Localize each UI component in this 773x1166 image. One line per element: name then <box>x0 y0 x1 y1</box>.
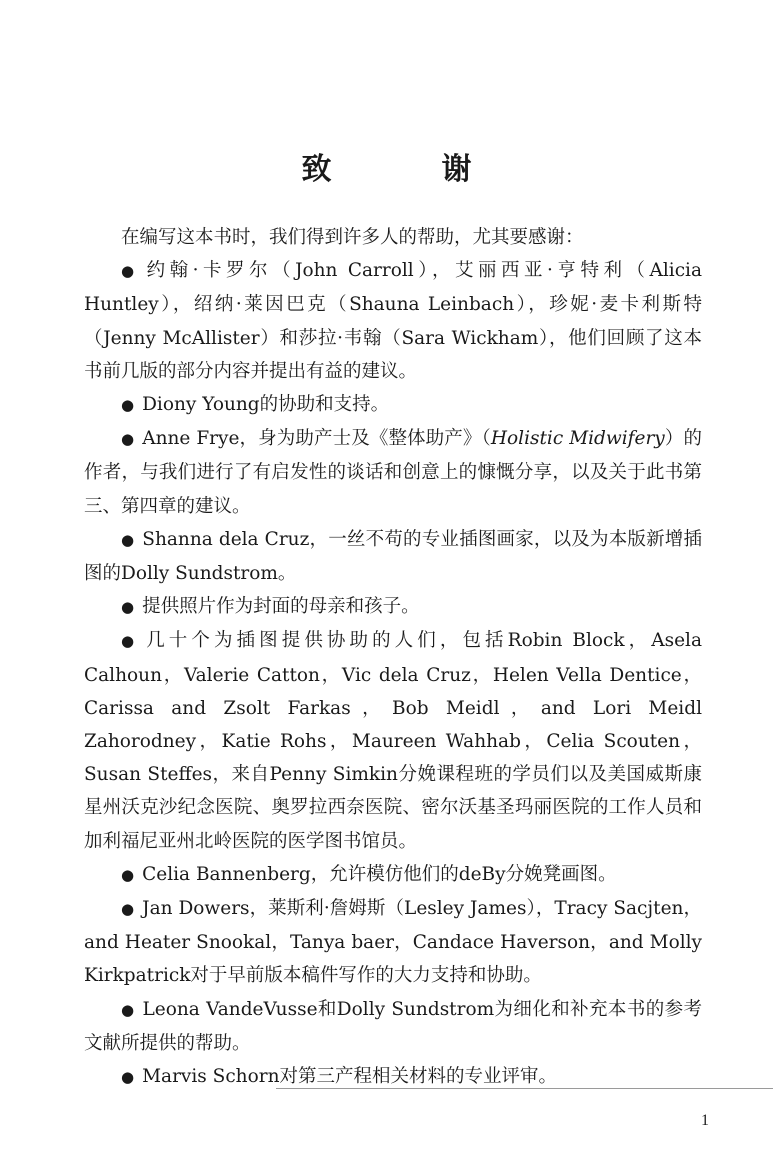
list-item <box>84 1060 702 1094</box>
bullet-icon: ● <box>121 598 135 617</box>
bullet-icon: ● <box>121 262 139 281</box>
bullet-icon: ● <box>121 530 135 549</box>
acknowledgements-body <box>84 221 702 1094</box>
bullet-icon: ● <box>121 900 135 919</box>
list-item <box>84 422 702 523</box>
book-title-italic: Holistic Midwifery <box>490 428 665 450</box>
bullet-icon: ● <box>121 430 135 449</box>
item-text: Anne Frye，身为助产士及《整体助产》（ <box>142 428 491 450</box>
list-item <box>84 254 702 388</box>
list-item <box>84 523 702 590</box>
list-item <box>84 858 702 892</box>
page-number: 1 <box>701 1112 709 1129</box>
list-item <box>84 993 702 1060</box>
item-text: 几十个为插图提供协助的人们，包括Robin Block，Asela Calhoun，Valerie Catton，Vic dela Cruz，Helen Vella Dentice，Carissa and Zsolt Farkas，Bob Meidl，and Lori Meidl Zahorodney，Katie Rohs，Maureen Wahhab，Celia Scouten，Susan Steffes，来自Penny Simkin分娩课程班的学员们以及美国威斯康星州沃克沙纪念医院、奥罗拉西奈医院、密尔沃基圣玛丽医院的工作人员和加利福尼亚州北岭医院的医学图书馆员。 <box>84 630 703 852</box>
item-text: Jan Dowers，莱斯利·詹姆斯（Lesley James），Tracy Sacjten，and Heater Snookal，Tanya baer，Candace Haverson，and Molly Kirkpatrick对于早前版本稿件写作的大力支持和协助。 <box>84 898 702 987</box>
item-text: Leona VandeVusse和Dolly Sundstrom为细化和补充本书的参考文献所提供的帮助。 <box>84 998 703 1054</box>
bullet-icon: ● <box>121 1068 135 1087</box>
item-text: Marvis Schorn对第三产程相关材料的专业评审。 <box>142 1066 557 1088</box>
item-text: Diony Young的协助和支持。 <box>142 394 390 416</box>
list-item <box>84 624 702 857</box>
list-item <box>84 892 702 993</box>
item-text: 约翰·卡罗尔（John Carroll），艾丽西亚·亨特利（Alicia Huntley），绍纳·莱因巴克（Shauna Leinbach），珍妮·麦卡利斯特（Jenny McAllister）和莎拉·韦翰（Sara Wickham），他们回顾了这本书前几版的部分内容并提出有益的建议。 <box>84 260 702 382</box>
page-title: 致 谢 <box>301 152 512 187</box>
item-text: Shanna dela Cruz，一丝不苟的专业插图画家，以及为本版新增插图的Dolly Sundstrom。 <box>84 528 703 585</box>
bullet-icon: ● <box>121 632 139 651</box>
list-item <box>84 590 702 624</box>
bullet-icon: ● <box>121 396 135 415</box>
footer-rule <box>276 1088 773 1089</box>
item-text: ）的作者，与我们进行了有启发性的谈话和创意上的慷慨分享，以及关于此书第三、第四章的建议。 <box>84 428 702 517</box>
item-text: Celia Bannenberg，允许模仿他们的deBy分娩凳画图。 <box>142 863 617 885</box>
intro-paragraph: 在编写这本书时，我们得到许多人的帮助，尤其要感谢： <box>121 227 584 248</box>
bullet-icon: ● <box>121 865 135 884</box>
list-item <box>84 388 702 422</box>
item-text: 提供照片作为封面的母亲和孩子。 <box>142 596 420 618</box>
bullet-icon: ● <box>121 1000 135 1019</box>
